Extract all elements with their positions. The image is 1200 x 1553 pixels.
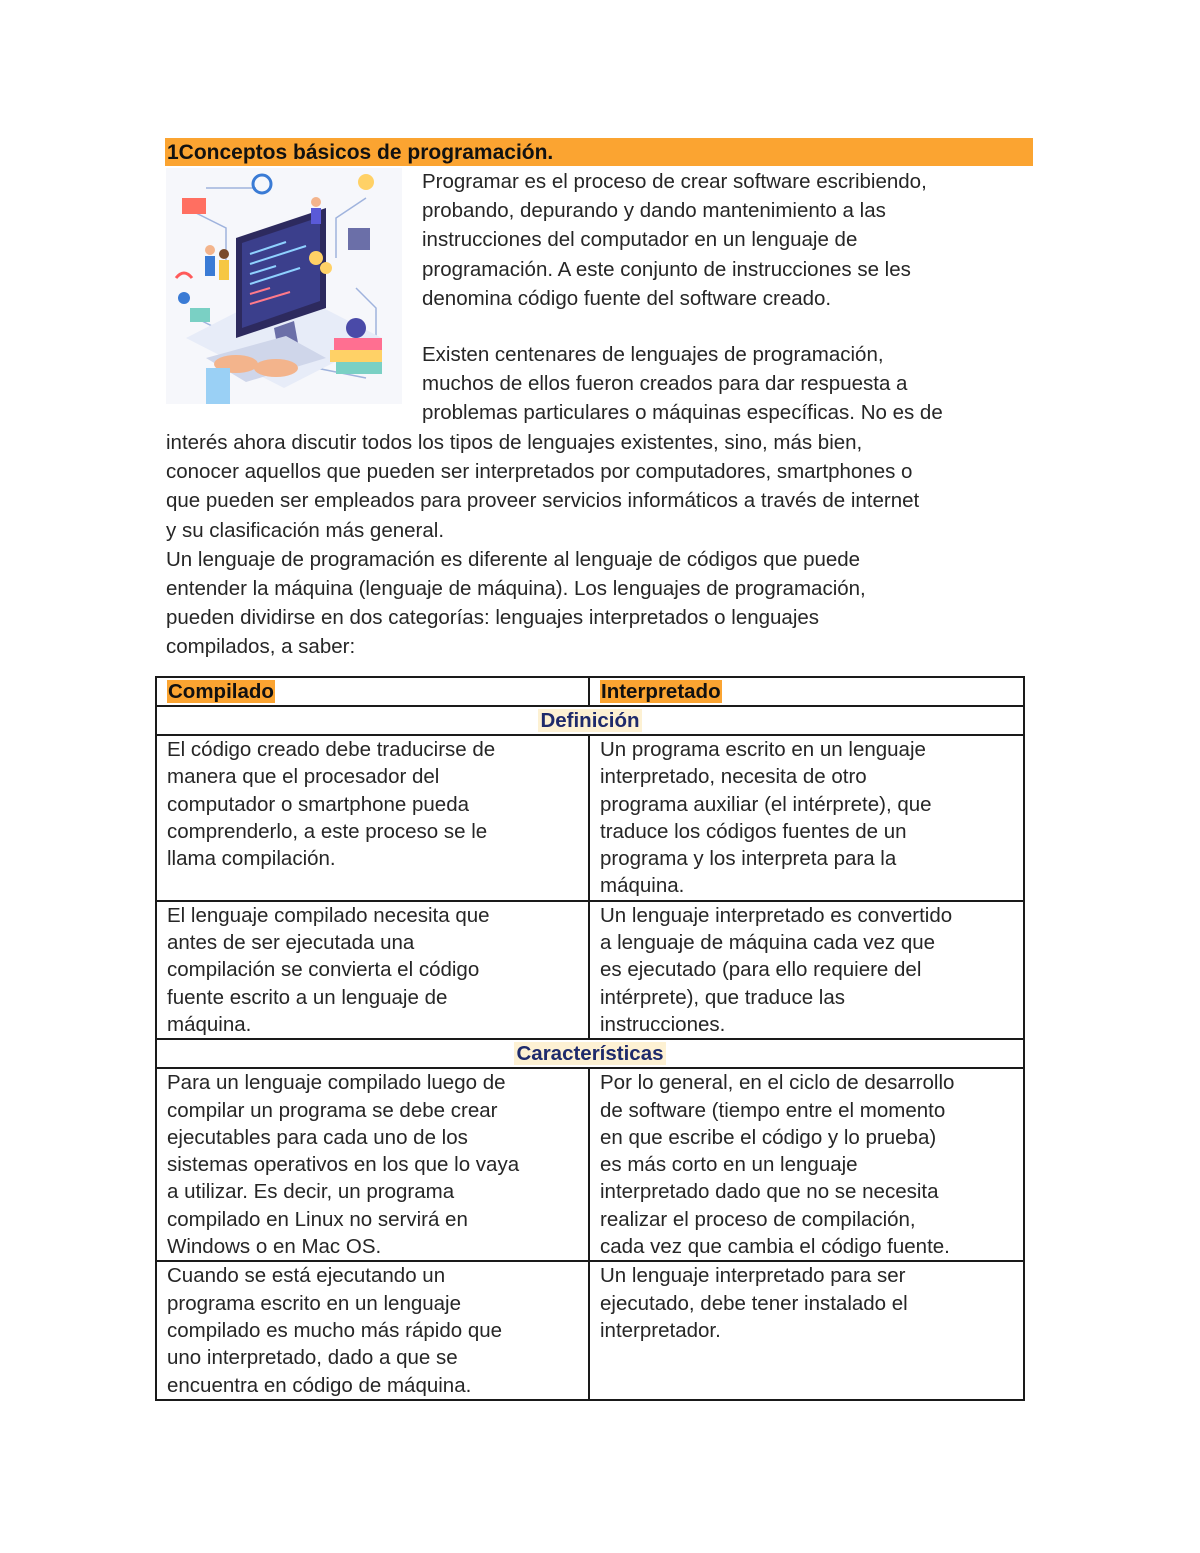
text-line: probando, depurando y dando mantenimiento a las bbox=[422, 199, 886, 223]
cell-line: realizar el proceso de compilación, bbox=[600, 1207, 916, 1231]
section-heading: 1Conceptos básicos de programación. bbox=[167, 141, 554, 164]
text-line: programación. A este conjunto de instrucciones se les bbox=[422, 257, 911, 281]
table-row bbox=[156, 1068, 1024, 1261]
table-cell-left bbox=[156, 1261, 589, 1399]
text-line: denomina código fuente del software creado. bbox=[422, 286, 832, 310]
cell-line: programa escrito en un lenguaje bbox=[167, 1291, 462, 1315]
text-line: entender la máquina (lenguaje de máquina). Los lenguajes de programación, bbox=[166, 576, 866, 600]
text-line: Programar es el proceso de crear software escribiendo, bbox=[422, 170, 927, 193]
cell-line: interpretador. bbox=[600, 1318, 721, 1342]
cell-line: a utilizar. Es decir, un programa bbox=[167, 1180, 455, 1204]
cell-line: instrucciones. bbox=[600, 1012, 726, 1036]
table-header-row bbox=[156, 677, 1024, 706]
cell-line: a lenguaje de máquina cada vez que bbox=[600, 931, 936, 955]
cell-line: interpretado, necesita de otro bbox=[600, 765, 867, 789]
cell-line: cada vez que cambia el código fuente. bbox=[600, 1235, 950, 1259]
table-cell-left bbox=[156, 735, 589, 901]
section-row-definicion bbox=[156, 706, 1024, 735]
cell-line: intérprete), que traduce las bbox=[600, 985, 845, 1009]
section-cell bbox=[156, 1039, 1024, 1068]
section-row-caracteristicas bbox=[156, 1039, 1024, 1068]
cell-line: compilado es mucho más rápido que bbox=[167, 1318, 503, 1342]
cell-line: El código creado debe traducirse de bbox=[167, 738, 496, 761]
cell-line: Por lo general, en el ciclo de desarrollo bbox=[600, 1071, 955, 1095]
cell-line: Cuando se está ejecutando un bbox=[167, 1264, 446, 1288]
table-cell-left bbox=[156, 901, 589, 1039]
header-label: Interpretado bbox=[601, 680, 721, 703]
cell-line: Windows o en Mac OS. bbox=[167, 1235, 382, 1259]
cell-line: Un lenguaje interpretado es convertido bbox=[600, 903, 953, 927]
cell-line: programa auxiliar (el intérprete), que bbox=[600, 792, 932, 816]
comparison-table bbox=[155, 676, 1025, 1401]
table-row bbox=[156, 901, 1024, 1039]
text-line: Existen centenares de lenguajes de programación, bbox=[422, 343, 884, 366]
table-row bbox=[156, 1261, 1024, 1399]
cell-line: ejecutado, debe tener instalado el bbox=[600, 1291, 908, 1315]
programming-illustration bbox=[166, 168, 402, 404]
cell-line: ejecutables para cada uno de los bbox=[167, 1125, 468, 1149]
cell-line: traduce los códigos fuentes de un bbox=[600, 819, 907, 843]
cell-line: en que escribe el código y lo prueba) bbox=[600, 1125, 937, 1149]
header-cell-interpretado bbox=[589, 677, 1024, 706]
cell-line: Un programa escrito en un lenguaje bbox=[600, 738, 926, 761]
paragraph-intro bbox=[422, 167, 927, 313]
cell-line: de software (tiempo entre el momento bbox=[600, 1098, 946, 1122]
table-cell-right bbox=[589, 901, 1024, 1039]
text-line: conocer aquellos que pueden ser interpretados por computadores, smartphones o bbox=[166, 460, 913, 484]
table-cell-right bbox=[589, 735, 1024, 901]
cell-line: manera que el procesador del bbox=[167, 765, 440, 789]
cell-line: compilación se convierta el código bbox=[167, 958, 480, 982]
table-cell-right bbox=[589, 1068, 1024, 1261]
text-line: compilados, a saber: bbox=[166, 635, 356, 659]
cell-line: es ejecutado (para ello requiere del bbox=[600, 958, 922, 982]
text-line: pueden dividirse en dos categorías: lenguajes interpretados o lenguajes bbox=[166, 606, 820, 630]
cell-line: Para un lenguaje compilado luego de bbox=[167, 1071, 506, 1095]
text-line: problemas particulares o máquinas específicas. No es de bbox=[422, 401, 943, 425]
cell-line: es más corto en un lenguaje bbox=[600, 1153, 858, 1177]
cell-line: uno interpretado, dado a que se bbox=[167, 1346, 458, 1370]
cell-line: comprenderlo, a este proceso se le bbox=[167, 819, 488, 843]
paragraph-languages-wide bbox=[166, 428, 919, 662]
cell-line: antes de ser ejecutada una bbox=[167, 931, 415, 955]
cell-line: programa y los interpreta para la bbox=[600, 847, 897, 871]
cell-line: Un lenguaje interpretado para ser bbox=[600, 1264, 906, 1288]
cell-line: sistemas operativos en los que lo vaya bbox=[167, 1153, 520, 1177]
cell-line: máquina. bbox=[600, 874, 685, 898]
table-cell-right bbox=[589, 1261, 1024, 1399]
cell-line: llama compilación. bbox=[167, 847, 336, 871]
text-line: y su clasificación más general. bbox=[166, 518, 445, 542]
table-row bbox=[156, 735, 1024, 901]
section-label: Definición bbox=[540, 709, 640, 732]
cell-line: El lenguaje compilado necesita que bbox=[167, 903, 490, 927]
cell-line: interpretado dado que no se necesita bbox=[600, 1180, 939, 1204]
cell-line: compilado en Linux no servirá en bbox=[167, 1207, 468, 1231]
cell-line: fuente escrito a un lenguaje de bbox=[167, 985, 448, 1009]
text-line: muchos de ellos fueron creados para dar respuesta a bbox=[422, 372, 908, 396]
cell-line: encuentra en código de máquina. bbox=[167, 1373, 472, 1397]
section-cell bbox=[156, 706, 1024, 735]
cell-line: máquina. bbox=[167, 1012, 252, 1036]
table-cell-left bbox=[156, 1068, 589, 1261]
cell-line: compilar un programa se debe crear bbox=[167, 1098, 498, 1122]
text-line: interés ahora discutir todos los tipos de lenguajes existentes, sino, más bien, bbox=[166, 431, 863, 454]
text-line: instrucciones del computador en un lenguaje de bbox=[422, 228, 858, 252]
text-line: Un lenguaje de programación es diferente al lenguaje de códigos que puede bbox=[166, 547, 861, 571]
text-line: que pueden ser empleados para proveer servicios informáticos a través de internet bbox=[166, 489, 920, 513]
section-label: Características bbox=[516, 1042, 664, 1066]
cell-line: computador o smartphone pueda bbox=[167, 792, 470, 816]
header-cell-compilado bbox=[156, 677, 589, 706]
paragraph-languages-narrow bbox=[422, 340, 943, 428]
header-label: Compilado bbox=[168, 680, 274, 703]
